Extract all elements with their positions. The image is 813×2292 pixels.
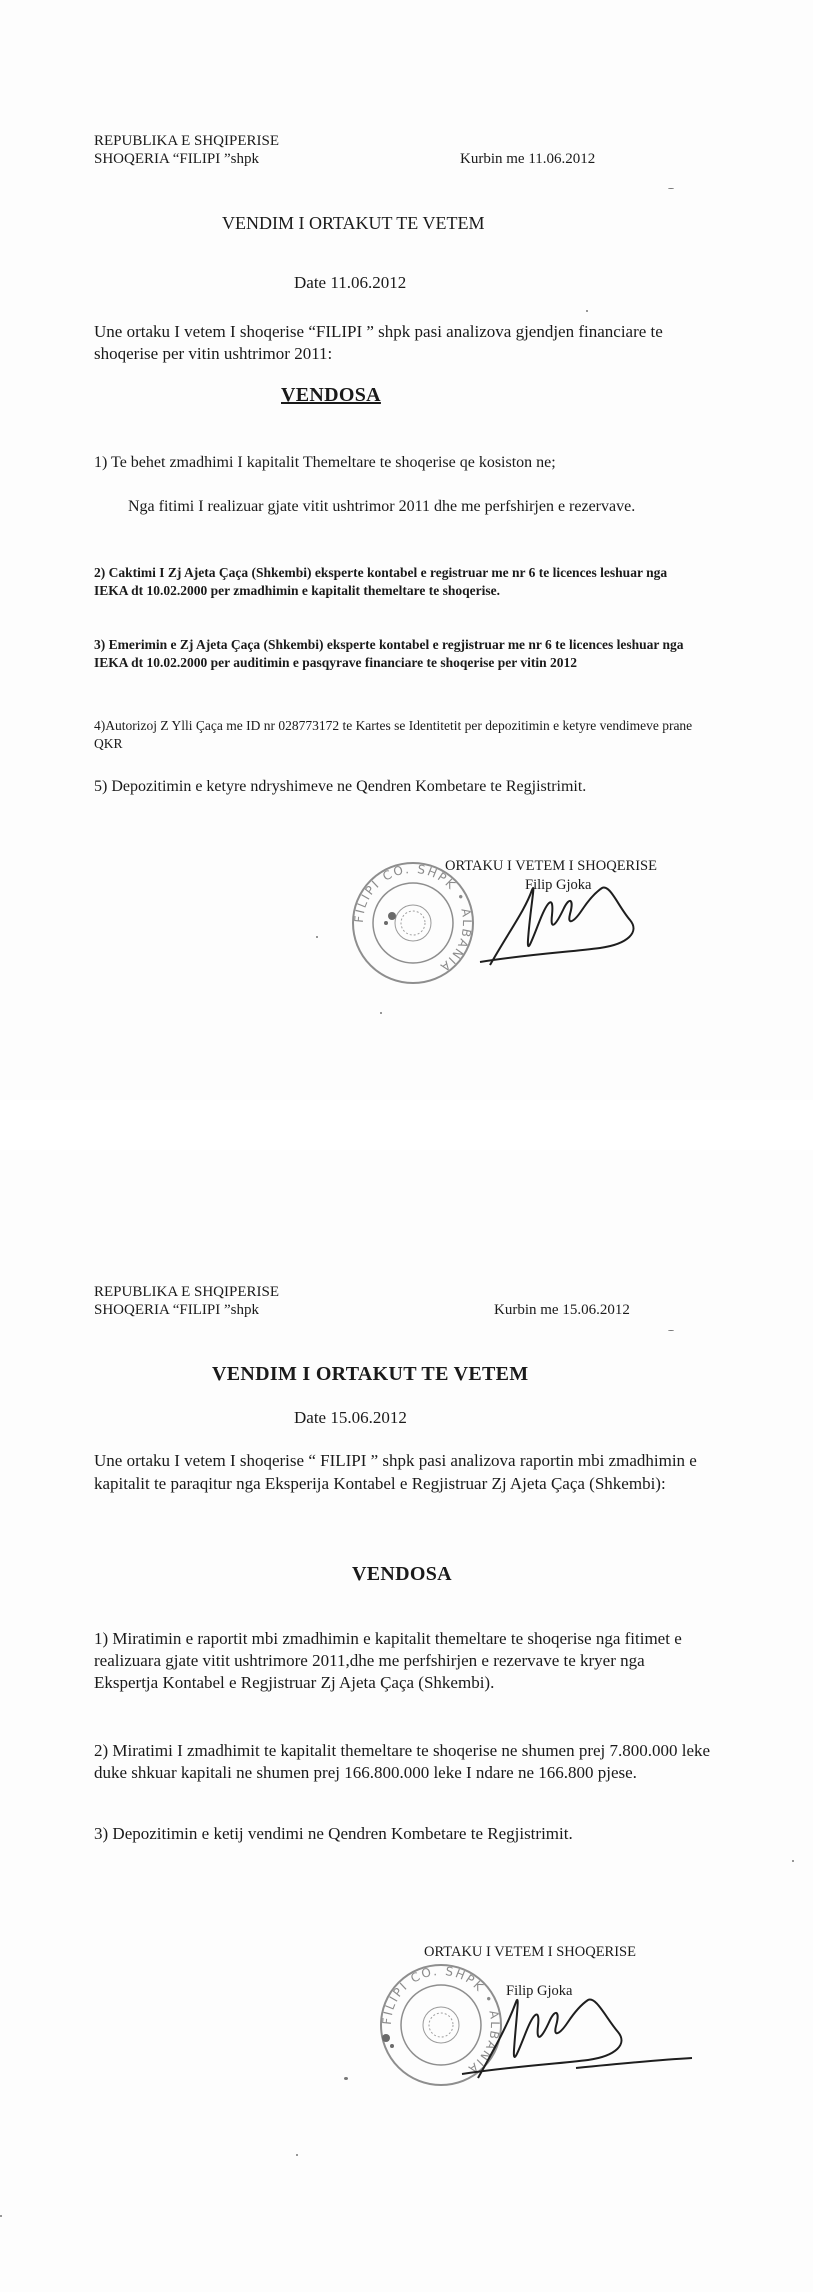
page-title: VENDIM I ORTAKUT TE VETEM [222,213,485,233]
header-republic: REPUBLIKA E SHQIPERISE [94,133,280,149]
decided-heading: VENDOSA [281,384,381,406]
signatory-title: ORTAKU I VETEM I SHOQERISE [445,858,657,874]
item-3: 3) Depozitimin e ketij vendimi ne Qendren Kombetare te Regjistrimit. [94,1824,573,1843]
header-place-date: Kurbin me 11.06.2012 [460,151,596,167]
decision-page-1 [0,0,813,1100]
company-stamp [348,858,478,988]
intro-paragraph: Une ortaku I vetem I shoqerise “FILIPI ” shpk pasi analizova gjendjen financiare te shoqerise per vitin ushtrimor 2011: [94,322,663,363]
header-company: SHOQERIA “FILIPI ”shpk [94,1302,259,1318]
stamp-text: FILIPI CO. SHPK • ALBANIA [351,861,475,976]
item-5: 5) Depozitimin e ketyre ndryshimeve ne Qendren Kombetare te Regjistrimit. [94,778,587,795]
signatory-name: Filip Gjoka [506,1983,573,1999]
signature [470,870,700,980]
item-2: 2) Miratimi I zmadhimit te kapitalit themeltare te shoqerise ne shumen prej 7.800.000 leke duke shkuar kapitali ne shumen prej 166.800.000 leke I ndare ne 166.800 pjese. [94,1741,711,1782]
svg-text:FILIPI CO. SHPK • ALBANIA [352,862,474,975]
page-title: VENDIM I ORTAKUT TE VETEM [212,1363,529,1385]
date-line: Date 15.06.2012 [294,1408,407,1427]
item-1: 1) Miratimin e raportit mbi zmadhimin e kapitalit themeltare te shoqerise nga fitimet e realizuara gjate vitit ushtrimore 2011,dhe me perfshirjen e rezervave te kryer nga Ekspertja Kontabel e Regjistruar Zj Ajeta Çaça (Shkembi). [94,1629,682,1692]
signatory-name: Filip Gjoka [525,877,592,893]
decision-page-2 [0,1150,813,2292]
item-3: 3) Emerimin e Zj Ajeta Çaça (Shkembi) eksperte kontabel e regjistruar me nr 6 te licences leshuar nga IEKA dt 10.02.2000 per auditimin e pasqyrave financiare te shoqerise per vitin 2012 [94,637,684,670]
item-1: 1) Te behet zmadhimi I kapitalit Themeltare te shoqerise qe kosiston ne; [94,454,556,471]
header-place-date: Kurbin me 15.06.2012 [494,1302,630,1318]
item-1-detail: Nga fitimi I realizuar gjate vitit ushtrimor 2011 dhe me perfshirjen e rezervave. [128,498,636,515]
header-republic: REPUBLIKA E SHQIPERISE [94,1284,280,1300]
item-2: 2) Caktimi I Zj Ajeta Çaça (Shkembi) eksperte kontabel e registruar me nr 6 te licences leshuar nga IEKA dt 10.02.2000 per zmadhimin e kapitalit themeltare te shoqerise. [94,565,668,598]
header-company: SHOQERIA “FILIPI ”shpk [94,151,259,167]
stamp-text: FILIPI CO. SHPK • ALBANIA [379,1963,503,2078]
signatory-title: ORTAKU I VETEM I SHOQERISE [424,1944,636,1960]
date-line: Date 11.06.2012 [294,273,407,292]
intro-paragraph: Une ortaku I vetem I shoqerise “ FILIPI ” shpk pasi analizova raportin mbi zmadhimin e kapitalit te paraqitur nga Eksperija Kontabel e Regjistruar Zj Ajeta Çaça (Shkembi): [94,1451,697,1493]
decided-heading: VENDOSA [352,1563,452,1585]
item-4: 4)Autorizoj Z Ylli Çaça me ID nr 028773172 te Kartes se Identitetit per depozitimin e ketyre vendimeve prane QKR [94,718,693,751]
signature [456,1980,696,2090]
